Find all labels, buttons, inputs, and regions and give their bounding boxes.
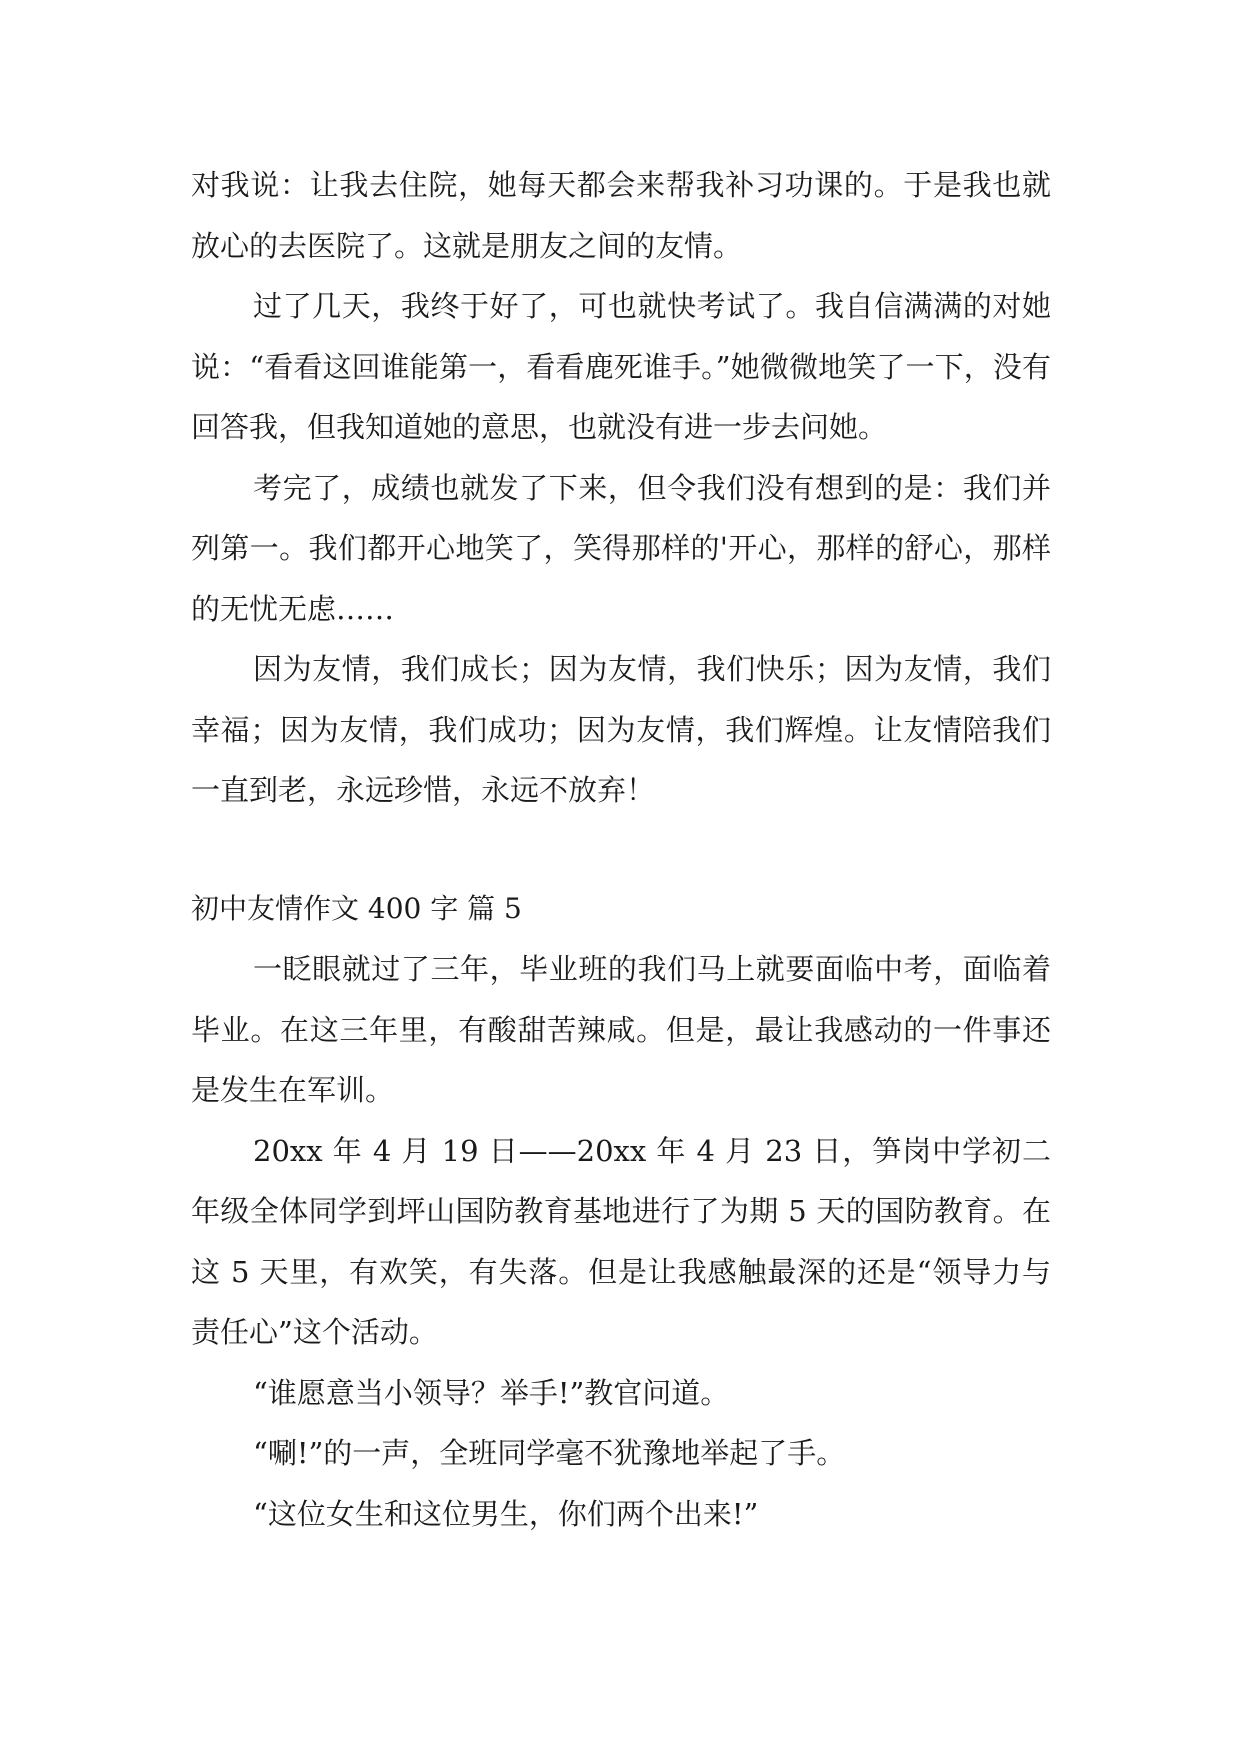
document-page xyxy=(191,155,1051,1544)
paragraph-continuation: 对我说：让我去住院，她每天都会来帮我补习功课的。于是我也就放心的去医院了。这就是朋友之间的友情。 xyxy=(191,168,1051,263)
paragraph-exam-prep: 过了几天，我终于好了，可也就快考试了。我自信满满的对她说：“看看这回谁能第一，看看鹿死谁手。”她微微地笑了一下，没有回答我，但我知道她的意思，也就没有进一步去问她。 xyxy=(191,289,1051,444)
paragraph-friendship-conclusion: 因为友情，我们成长；因为友情，我们快乐；因为友情，我们幸福；因为友情，我们成功；因为友情，我们辉煌。让友情陪我们一直到老，永远珍惜，永远不放弃！ xyxy=(191,652,1051,807)
paragraph-hands-raised: “唰!”的一声，全班同学毫不犹豫地举起了手。 xyxy=(253,1436,846,1470)
paragraph-instructor-question: “谁愿意当小领导？举手!”教官问道。 xyxy=(253,1375,730,1410)
section-spacer xyxy=(191,821,1051,879)
essay-heading: 初中友情作文 400 字 篇 5 xyxy=(191,891,522,925)
paragraph-two-selected: “这位女生和这位男生，你们两个出来!” xyxy=(253,1496,759,1531)
paragraph-military-training: 20xx 年 4 月 19 日——20xx 年 4 月 23 日，笋岗中学初二年级全体同学到坪山国防教育基地进行了为期 5 天的国防教育。在这 5 天里，有欢笑，有失落。但是让我感触最深的还是“领导力与责任心”这个活动。 xyxy=(191,1133,1051,1349)
paragraph-exam-result: 考完了，成绩也就发了下来，但令我们没有想到的是：我们并列第一。我们都开心地笑了，笑得那样的'开心，那样的舒心，那样的无忧无虑…… xyxy=(191,470,1051,626)
paragraph-three-years: 一眨眼就过了三年，毕业班的我们马上就要面临中考，面临着毕业。在这三年里，有酸甜苦辣咸。但是，最让我感动的一件事还是发生在军训。 xyxy=(191,952,1051,1107)
